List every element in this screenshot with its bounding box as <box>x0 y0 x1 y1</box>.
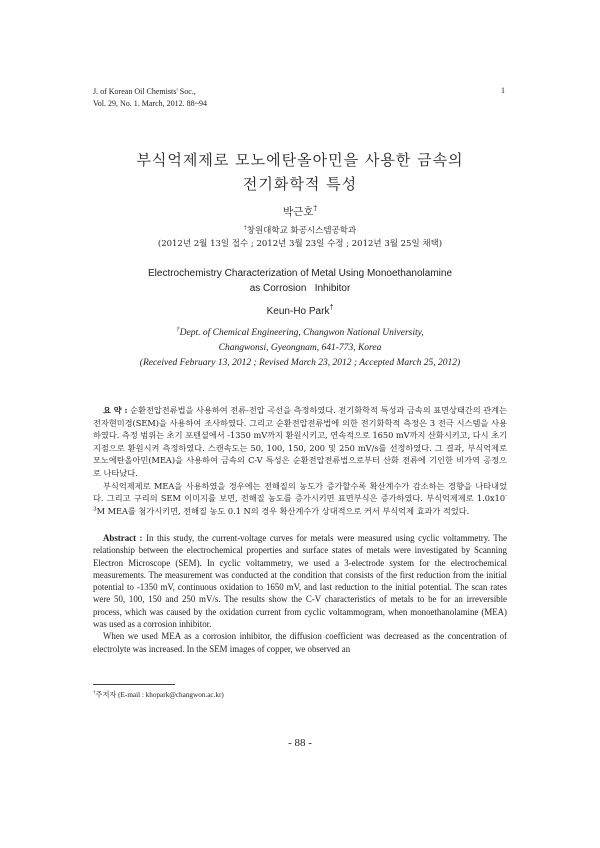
english-abstract-para-1: In this study, the current-voltage curves for metals were measured using cyclic voltammetry. The relationship between the electrochemical properties and surface states of metals were investigated by Scanning Electron Microscope (SEM). In cyclic voltammetry, we used a 3-electrode system for the electrochemical measurements. The measurement was conducted at the condition that consists of the first reduction from the initial potential to -1350 mV, continuous oxidation to 1650 mV, and last reduction to the initial potential. The scan rates were 50, 100, 150 and 250 mV/s. The results show the C-V characteristics of metals to be for an irreversible process, which was caused by the oxidation current from cyclic voltammogram, when monoethanolamine (MEA) was used as a corrosion inhibitor. <box>93 533 507 630</box>
header-page-number: 1 <box>501 86 505 95</box>
english-affiliation-line-2: Changwonsi, Gyeongnam, 641-773, Korea <box>218 343 382 353</box>
footnote <box>93 690 224 700</box>
korean-affiliation: 창원대학교 화공시스템공학과 <box>246 226 357 236</box>
journal-header <box>93 86 207 110</box>
english-title-line-2: as Corrosion Inhibitor <box>249 283 351 294</box>
english-author-dagger: † <box>329 304 334 312</box>
english-author-name: Keun-Ho Park <box>266 306 330 317</box>
english-affiliation-block <box>60 326 540 371</box>
korean-abstract-para-2b: M MEA를 첨가시키면, 전해질 농도 0.1 N의 경우 확산계수가 상대적으로 커서 부식억제 효과가 적었다. <box>96 505 470 516</box>
footnote-text: 주저자 (E-mail : khopark@changwon.ac.kr) <box>95 691 224 699</box>
korean-abstract <box>93 404 507 517</box>
english-dates: (Received February 13, 2012 ; Revised March 23, 2012 ; Accepted March 25, 2012) <box>139 358 461 368</box>
korean-title-line-2: 전기화학적 특성 <box>242 175 358 193</box>
korean-affiliation-block <box>60 225 540 251</box>
korean-abstract-exponent: -3 <box>93 493 507 513</box>
page-folio: - 88 - <box>288 737 312 749</box>
korean-title-line-1: 부식억제제로 모노에탄올아민을 사용한 금속의 <box>136 151 464 169</box>
english-abstract-lead: Abstract : <box>103 533 143 543</box>
korean-author-name: 박근호 <box>282 206 314 218</box>
english-abstract-para-2: When we used MEA as a corrosion inhibitor, the diffusion coefficient was decreased as the concentration of electrolyte was increased. In the SEM images of copper, we observed an <box>93 631 507 654</box>
korean-author <box>60 204 540 219</box>
korean-author-dagger: † <box>313 203 318 213</box>
english-affil-dagger: † <box>176 325 180 333</box>
korean-abstract-para-1: 순환전압전류법을 사용하여 전류-전압 곡선을 측정하였다. 전기화학적 특성과 금속의 표면상태간의 관계는 전자현미경(SEM)을 사용하여 조사하였다. 그리고 순환전압전류법에 의한 전기화학적 측정은 3 전극 시스템을 사용하였다. 측정 범위는 초기 포텐셜에서 -1350 mV까지 환원시키고, 연속적으로 1650 mV까지 산화시키고, 다시 초기지점으로 환원시켜 측정하였다. 스캔속도는 50, 100, 150, 200 및 250 mV/s를 선정하였다. 그 결과, 부식억제로 모노에탄올아민(MEA)을 사용하여 금속의 C-V 특성은 순환전압전류법으로부터 산화 전류에 기인한 비가역 공정으로 나타났다. <box>93 405 508 478</box>
journal-line-1: J. of Korean Oil Chemists' Soc., <box>93 87 196 96</box>
korean-abstract-lead: 요 약 : <box>103 405 128 415</box>
korean-title <box>60 148 540 196</box>
korean-abstract-para-2a: 부식억제제로 MEA을 사용하였을 경우에는 전해질의 농도가 증가할수록 확산계수가 감소하는 경향을 나타내었다. 그리고 구리의 SEM 이미지를 보면, 전해질 농도를 증가시키면 표면부식은 증가하였다. 부식억제제로 1.0x10 <box>93 480 507 504</box>
footnote-dagger: † <box>93 690 96 696</box>
english-title-line-1: Electrochemistry Characterization of Metal Using Monoethanolamine <box>147 268 453 279</box>
korean-affil-dagger: † <box>243 224 247 232</box>
english-title <box>60 266 540 296</box>
english-affiliation-line-1: Dept. of Chemical Engineering, Changwon National University, <box>179 328 424 338</box>
english-author <box>60 306 540 317</box>
journal-line-2: Vol. 29, No. 1. March, 2012. 88~94 <box>93 99 207 108</box>
korean-dates: (2012년 2월 13일 접수 ; 2012년 3월 23일 수정 ; 2012년 3월 25일 채택) <box>157 239 443 249</box>
footnote-rule <box>93 684 175 685</box>
english-abstract <box>93 532 507 655</box>
